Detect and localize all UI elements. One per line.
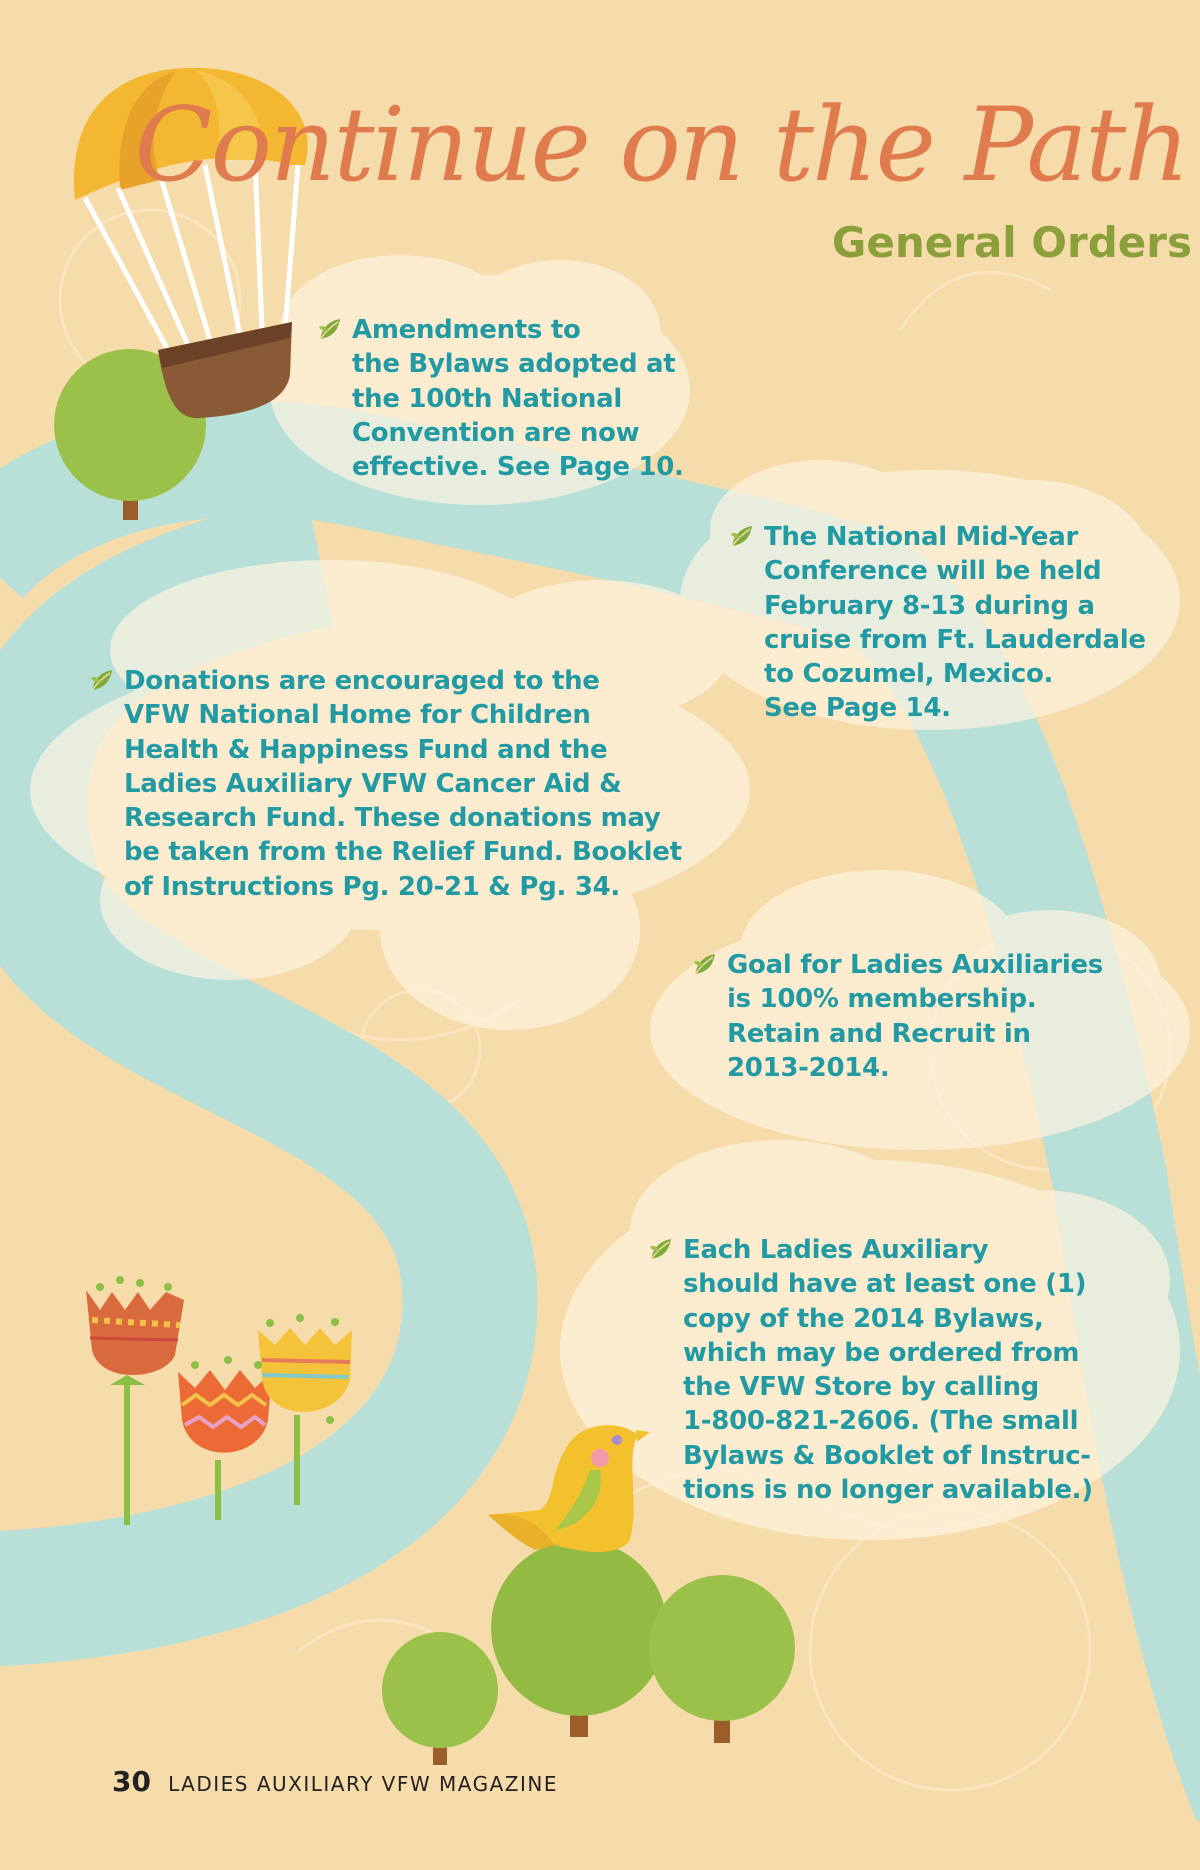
leaf-icon [647, 1235, 675, 1263]
list-item-text: Each Ladies Auxiliary should have at least one (1) copy of the 2014 Bylaws, which may be ordered from the VFW Store by calling 1-800-821-2606. (The small Bylaws & Booklet of Instruc- tions is no longer available.) [683, 1235, 1093, 1506]
list-item [683, 1233, 1093, 1507]
list-item [352, 313, 684, 484]
leaf-icon [728, 522, 756, 550]
magazine-name: LADIES AUXILIARY VFW MAGAZINE [168, 1772, 558, 1796]
leaf-icon [316, 315, 344, 343]
page-title: Continue on the Path [134, 86, 1188, 205]
page-footer [112, 1765, 558, 1798]
list-item [124, 664, 682, 904]
leaf-icon [691, 950, 719, 978]
list-item-text: Goal for Ladies Auxiliaries is 100% membership. Retain and Recruit in 2013-2014. [727, 950, 1103, 1083]
section-subtitle: General Orders [831, 218, 1192, 267]
list-item-text: The National Mid-Year Conference will be held February 8-13 during a cruise from Ft. Lauderdale to Cozumel, Mexico. See Page 14. [764, 522, 1146, 724]
list-item [764, 520, 1146, 726]
page-number: 30 [112, 1765, 151, 1798]
list-item-text: Donations are encouraged to the VFW National Home for Children Health & Happiness Fund and the Ladies Auxiliary VFW Cancer Aid & Research Fund. These donations may be taken from the Relief Fund. Booklet of Instructions Pg. 20-21 & Pg. 34. [124, 666, 682, 902]
leaf-icon [88, 666, 116, 694]
list-item-text: Amendments to the Bylaws adopted at the 100th National Convention are now effective. See Page 10. [352, 315, 684, 483]
list-item [727, 948, 1103, 1085]
